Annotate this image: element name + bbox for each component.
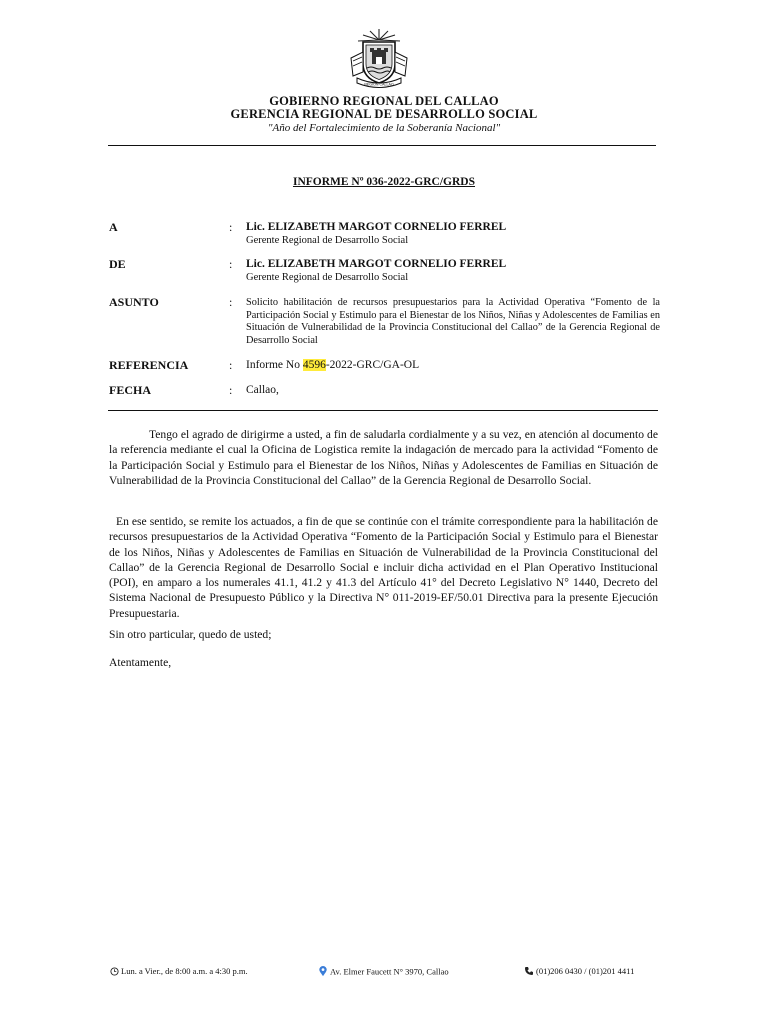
body-paragraph-2: En ese sentido, se remite los actuados, a fin de que se continúe con el trámite correspondiente para la habilitación de recursos presupuestarios de la Actividad Operativa “Fomento de la Participación Social y Estimulo para el Bienestar de los Niños, Niñas y Adolescentes de Familias en Situación de Vulnerabilidad de la Provincia Constitucional del Callao” de la Gerencia Regional de Desarrollo Social e incluir dicha actividad en el Plan Operativo Institucional (POI), en amparo a los numerales 41.1, 41.2 y 41.3 del Artículo 41° del Decreto Legislativo N° 1440, Decreto del Sistema Nacional de Presupuesto Público y la Directiva N° 011-2019-EF/50.01 Directiva para la presente Ejecución Presupuestaria. xyxy=(109,515,658,620)
field-colon: : xyxy=(229,383,233,397)
recipient-role: Gerente Regional de Desarrollo Social xyxy=(246,235,409,246)
svg-text:REGION CALLAO: REGION CALLAO xyxy=(364,82,394,87)
field-label-a: A xyxy=(109,220,118,234)
org-name-line2: GERENCIA REGIONAL DE DESARROLLO SOCIAL xyxy=(230,107,538,121)
footer-phone xyxy=(524,966,634,978)
body-divider xyxy=(108,410,658,411)
footer-address-text: Av. Elmer Faucett N° 3970, Callao xyxy=(330,966,449,977)
location-pin-icon xyxy=(318,966,328,979)
field-value-asunto: Solicito habilitación de recursos presupuestarios para la Actividad Operativa “Fomento de la Participación Social y Estimulo para el Bienestar de los Niños, Niñas y Adolescentes de Familias en Situación de Vulnerabilidad de la Provincia Constitucional del Callao” de la Gerencia Regional de Desarrollo Social xyxy=(246,297,660,346)
field-value-referencia xyxy=(246,359,419,372)
field-colon: : xyxy=(229,295,233,309)
phone-icon xyxy=(524,966,534,978)
clock-icon xyxy=(110,967,119,978)
field-label-fecha: FECHA xyxy=(109,383,151,397)
informe-title: INFORME Nº 036-2022-GRC/GRDS xyxy=(292,176,476,188)
year-motto: "Año del Fortalecimiento de la Soberanía Nacional" xyxy=(267,122,501,134)
regional-emblem-logo xyxy=(343,28,415,90)
field-colon: : xyxy=(229,220,233,234)
org-name-line1: GOBIERNO REGIONAL DEL CALLAO xyxy=(269,94,499,108)
body-paragraph-1: Tengo el agrado de dirigirme a usted, a fin de saludarla cordialmente y a su vez, en atención al documento de la referencia mediante el cual la Oficina de Logistica remite la indagación de mercado para la actividad “Fomento de la Participación Social y Estimulo para el Bienestar de los Niños, Niñas y Adolescentes de Familias en Situación de Vulnerabilidad de la Provincia Constitucional del Callao” de la Gerencia Regional de Desarrollo Social. xyxy=(109,428,658,487)
sender-name: Lic. ELIZABETH MARGOT CORNELIO FERREL xyxy=(246,258,507,270)
footer-hours-text: Lun. a Vier., de 8:00 a.m. a 4:30 p.m. xyxy=(121,966,248,976)
field-label-asunto: ASUNTO xyxy=(109,295,159,309)
sender-role: Gerente Regional de Desarrollo Social xyxy=(246,272,409,283)
field-colon: : xyxy=(229,358,233,372)
field-value-de xyxy=(246,258,506,284)
field-colon: : xyxy=(229,257,233,271)
field-value-fecha: Callao, xyxy=(246,384,279,396)
field-value-a xyxy=(246,221,506,247)
footer-phone-text: (01)206 0430 / (01)201 4411 xyxy=(536,966,635,976)
body-paragraph-3: Sin otro particular, quedo de usted; xyxy=(109,628,272,641)
header-divider xyxy=(108,145,656,146)
referencia-suffix: -2022-GRC/GA-OL xyxy=(325,359,420,371)
referencia-prefix: Informe No xyxy=(246,359,303,371)
closing-salutation: Atentamente, xyxy=(109,656,172,669)
field-label-referencia: REFERENCIA xyxy=(109,358,189,372)
footer-hours xyxy=(110,966,248,978)
referencia-highlight: 4596 xyxy=(302,359,326,371)
footer-address xyxy=(318,966,449,979)
field-label-de: DE xyxy=(109,257,126,271)
recipient-name: Lic. ELIZABETH MARGOT CORNELIO FERREL xyxy=(246,221,507,233)
